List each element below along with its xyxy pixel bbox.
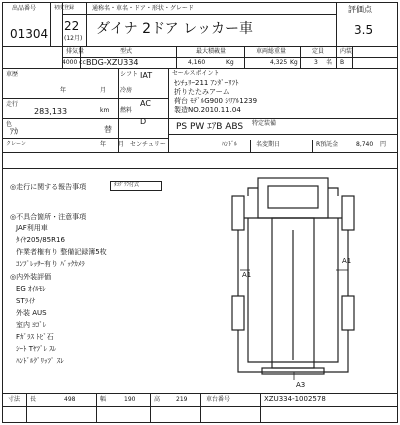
displacement: 4000 cc	[62, 59, 86, 66]
serial-label: 車台番号	[206, 396, 231, 403]
car-name: ダイナ 2ドア レッカー車	[96, 21, 253, 37]
lot-label: 出品番号	[12, 5, 37, 12]
equipment-label: 特定装備	[252, 120, 277, 127]
capacity-unit: 名	[326, 59, 333, 66]
damage-a1-left: A1	[242, 271, 252, 279]
wheel-front-left	[232, 196, 244, 230]
sales-label: セールスポイント	[172, 70, 220, 77]
crane-label: クレーン	[6, 141, 26, 147]
gross-weight-unit: Kg	[290, 59, 298, 66]
damage-a3-bottom: A3	[296, 381, 306, 389]
crane-maker: センチュリー	[130, 141, 166, 148]
capacity-label: 定員	[312, 48, 325, 55]
max-load-unit: Kg	[226, 59, 234, 66]
note-line: ◎内外装評価	[10, 273, 52, 281]
inspection-year: 年	[60, 87, 67, 94]
damage-a1-right: A1	[342, 257, 352, 265]
model: BDG-XZU334	[86, 58, 139, 67]
yen-label: 円	[380, 141, 387, 148]
note-line: STﾗｲﾅ	[16, 297, 36, 305]
note-line: EG ｵｲﾙﾓﾚ	[16, 285, 46, 293]
rear-bumper	[262, 368, 324, 374]
serial: XZU334-1002578	[264, 395, 326, 403]
sales-line: 折りたたみアーム	[174, 88, 230, 96]
mileage-label: 走行	[6, 101, 19, 108]
gross-weight: 4,325	[270, 59, 288, 66]
color: ｱｶ	[10, 127, 18, 136]
crane-year: 年	[100, 141, 107, 148]
year-label: 初度登録	[54, 5, 75, 11]
max-load-label: 最大積載量	[196, 48, 227, 55]
dim-width-label: 幅	[100, 396, 107, 403]
mileage: 283,133	[34, 107, 68, 116]
report-header: ◎走行に関する報告事項	[10, 183, 87, 191]
doc-label: 名変期日	[256, 141, 281, 148]
sales-line: 製造NO.2010.11.04	[174, 106, 241, 114]
note-line: 作業者権有り 整備記録簿5枚	[16, 248, 107, 256]
capacity: 3	[314, 59, 318, 66]
handle-label: ﾊﾝﾄﾞﾙ	[222, 141, 238, 148]
max-load: 4,160	[188, 59, 206, 66]
recycle-amount: 8,740	[356, 141, 374, 148]
cooler: AC	[140, 99, 151, 108]
interior-value: B	[340, 59, 345, 66]
color-change: 替	[104, 125, 112, 134]
reg-year: 22	[64, 19, 80, 33]
equipment-items: PS PW ｴｱB ABS	[176, 122, 244, 132]
grade-value: 3.5	[354, 23, 374, 37]
note-line: ﾊﾝﾄﾞﾙｸﾞﾘｯﾌﾟ ｽﾚ	[16, 357, 64, 365]
interior-label: 内装	[340, 48, 353, 55]
mileage-unit: km	[100, 107, 110, 114]
fields-label: 通称名・車名・ドア・形状・グレード	[92, 5, 194, 12]
dim-height: 219	[176, 396, 188, 403]
crane-month: 月	[118, 141, 125, 148]
sales-line: 荷台 ﾓﾃﾞﾙG900 ｼﾘｱﾙ1239	[174, 97, 258, 105]
cooler-label: 冷房	[120, 87, 133, 94]
model-label: 型式	[120, 48, 133, 55]
color-label: 色	[6, 121, 13, 128]
gross-weight-label: 車両総重量	[256, 48, 287, 55]
sales-line: ｾﾝﾁｭﾘｰ211 ｱﾝﾀﾞｰﾘﾌﾄ	[174, 79, 239, 87]
fuel-label: 燃料	[120, 107, 133, 114]
tacho-text: ﾀｺｸﾞﾗﾌ付式	[114, 182, 140, 188]
shift-label: シフト	[120, 71, 139, 78]
grade-label: 評価点	[348, 5, 372, 14]
windshield	[268, 186, 318, 208]
wheel-rear-right	[342, 296, 354, 330]
notes-title: ◎不具合箇所・注意事項	[10, 213, 87, 221]
dim-width: 190	[124, 396, 136, 403]
note-line: ﾀｲﾔ205/85R16	[16, 236, 65, 244]
dim-height-label: 高	[154, 396, 161, 403]
note-line: Fｶﾞﾗｽ ﾄﾋﾞ石	[16, 333, 54, 341]
displacement-label: 排気量	[66, 48, 85, 55]
recycle-label: R預託金	[316, 141, 339, 148]
note-line: JAF利用車	[16, 224, 48, 232]
mirror-right	[328, 188, 338, 196]
inspection-month: 月	[100, 87, 107, 94]
note-line: 室内 ﾖｺﾞﾚ	[16, 321, 47, 329]
lot-number: 01304	[10, 27, 49, 41]
dim-length: 498	[64, 396, 76, 403]
note-line: 外装 AUS	[16, 309, 47, 317]
mirror-left	[248, 188, 258, 196]
note-line: ｼｰﾄ Tﾔﾌﾞﾚ ｽﾚ	[16, 345, 57, 353]
wheel-front-right	[342, 196, 354, 230]
fuel: D	[140, 117, 147, 126]
reg-month: (12月)	[64, 35, 83, 42]
inspection-label: 車歴	[6, 71, 19, 78]
dims-label: 寸法	[8, 396, 21, 403]
dim-length-label: 長	[30, 396, 37, 403]
note-line: ｺﾝﾌﾟﾚｯｻｰ有り ﾊﾞｯｸｶﾒﾗ	[16, 260, 85, 268]
wheel-rear-left	[232, 296, 244, 330]
shift: IAT	[140, 71, 153, 80]
